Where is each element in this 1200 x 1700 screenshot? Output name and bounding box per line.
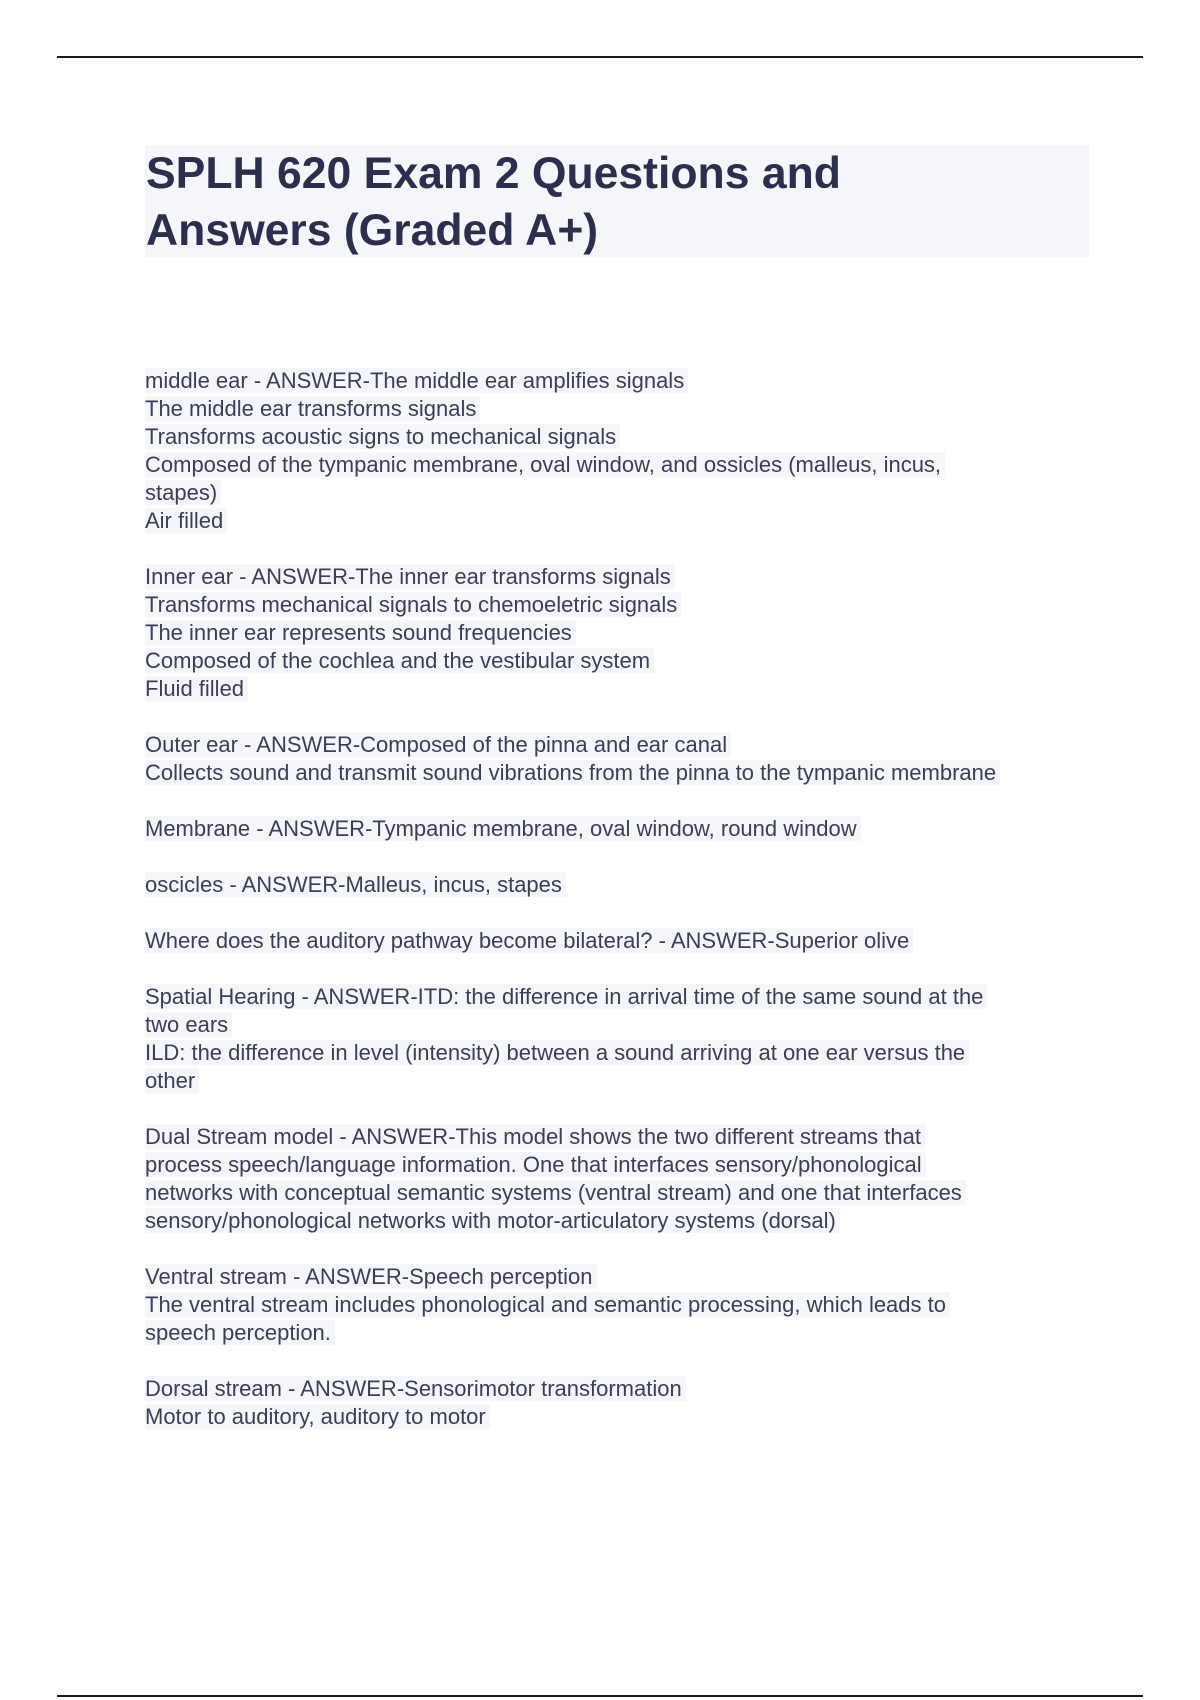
- qa-line-text: Inner ear - ANSWER-The inner ear transforms signals: [145, 564, 675, 589]
- qa-line-text: Fluid filled: [145, 676, 248, 701]
- qa-line-text: Transforms mechanical signals to chemoeletric signals: [145, 592, 681, 617]
- qa-line-text: The inner ear represents sound frequencies: [145, 620, 576, 645]
- qa-line-text: The middle ear transforms signals: [145, 396, 480, 421]
- qa-line-text: Dual Stream model - ANSWER-This model shows the two different streams that: [145, 1124, 925, 1149]
- qa-line-text: Air filled: [145, 508, 227, 533]
- qa-entry: [145, 871, 1095, 899]
- qa-entry: [145, 1375, 1095, 1431]
- qa-line-text: middle ear - ANSWER-The middle ear amplifies signals: [145, 368, 688, 393]
- qa-line-text: Membrane - ANSWER-Tympanic membrane, oval window, round window: [145, 816, 861, 841]
- qa-line-text: Where does the auditory pathway become bilateral? - ANSWER-Superior olive: [145, 928, 913, 953]
- qa-line: [145, 731, 1095, 759]
- qa-line: [145, 619, 1095, 647]
- qa-line: [145, 1151, 1095, 1179]
- qa-line: [145, 507, 1095, 535]
- qa-entry: [145, 1263, 1095, 1347]
- qa-line: [145, 1375, 1095, 1403]
- qa-line-text: networks with conceptual semantic systems (ventral stream) and one that interfaces: [145, 1180, 966, 1205]
- qa-line-text: process speech/language information. One that interfaces sensory/phonological: [145, 1152, 926, 1177]
- qa-line-text: two ears: [145, 1012, 232, 1037]
- qa-entry: [145, 367, 1095, 535]
- qa-line-text: Collects sound and transmit sound vibrations from the pinna to the tympanic membrane: [145, 760, 1000, 785]
- qa-line: [145, 1123, 1095, 1151]
- qa-line: [145, 1179, 1095, 1207]
- qa-entry: [145, 983, 1095, 1095]
- qa-line: [145, 479, 1095, 507]
- qa-line: [145, 983, 1095, 1011]
- qa-line: [145, 647, 1095, 675]
- qa-line-text: Transforms acoustic signs to mechanical signals: [145, 424, 620, 449]
- qa-list: [145, 367, 1095, 1459]
- document-title: [146, 145, 1046, 259]
- qa-line: [145, 1011, 1095, 1039]
- qa-line: [145, 395, 1095, 423]
- qa-entry: [145, 927, 1095, 955]
- qa-line: [145, 367, 1095, 395]
- qa-entry: [145, 815, 1095, 843]
- qa-line: [145, 759, 1095, 787]
- qa-line-text: other: [145, 1068, 199, 1093]
- qa-line: [145, 871, 1095, 899]
- qa-line-text: Composed of the tympanic membrane, oval window, and ossicles (malleus, incus,: [145, 452, 945, 477]
- qa-line: [145, 927, 1095, 955]
- qa-line: [145, 1067, 1095, 1095]
- qa-line: [145, 423, 1095, 451]
- qa-line-text: oscicles - ANSWER-Malleus, incus, stapes: [145, 872, 566, 897]
- qa-line-text: Dorsal stream - ANSWER-Sensorimotor transformation: [145, 1376, 686, 1401]
- qa-line: [145, 563, 1095, 591]
- qa-line: [145, 451, 1095, 479]
- qa-line-text: Outer ear - ANSWER-Composed of the pinna and ear canal: [145, 732, 731, 757]
- qa-line-text: Composed of the cochlea and the vestibular system: [145, 648, 654, 673]
- title-line-2: Answers (Graded A+): [146, 206, 599, 255]
- qa-line: [145, 591, 1095, 619]
- qa-line: [145, 815, 1095, 843]
- title-line-1: SPLH 620 Exam 2 Questions and: [146, 149, 841, 198]
- qa-line-text: stapes): [145, 480, 221, 505]
- qa-line: [145, 1291, 1095, 1319]
- qa-line: [145, 1263, 1095, 1291]
- bottom-rule: [57, 1695, 1143, 1697]
- qa-line-text: sensory/phonological networks with motor-articulatory systems (dorsal): [145, 1208, 840, 1233]
- top-rule: [57, 56, 1143, 58]
- qa-line: [145, 675, 1095, 703]
- qa-line: [145, 1207, 1095, 1235]
- qa-line-text: ILD: the difference in level (intensity) between a sound arriving at one ear versus the: [145, 1040, 969, 1065]
- qa-line-text: speech perception.: [145, 1320, 335, 1345]
- qa-line: [145, 1319, 1095, 1347]
- qa-entry: [145, 731, 1095, 787]
- qa-line: [145, 1403, 1095, 1431]
- qa-line: [145, 1039, 1095, 1067]
- qa-line-text: Spatial Hearing - ANSWER-ITD: the difference in arrival time of the same sound at the: [145, 984, 987, 1009]
- qa-line-text: The ventral stream includes phonological and semantic processing, which leads to: [145, 1292, 950, 1317]
- qa-line-text: Ventral stream - ANSWER-Speech perception: [145, 1264, 597, 1289]
- qa-entry: [145, 563, 1095, 703]
- qa-line-text: Motor to auditory, auditory to motor: [145, 1404, 490, 1429]
- qa-entry: [145, 1123, 1095, 1235]
